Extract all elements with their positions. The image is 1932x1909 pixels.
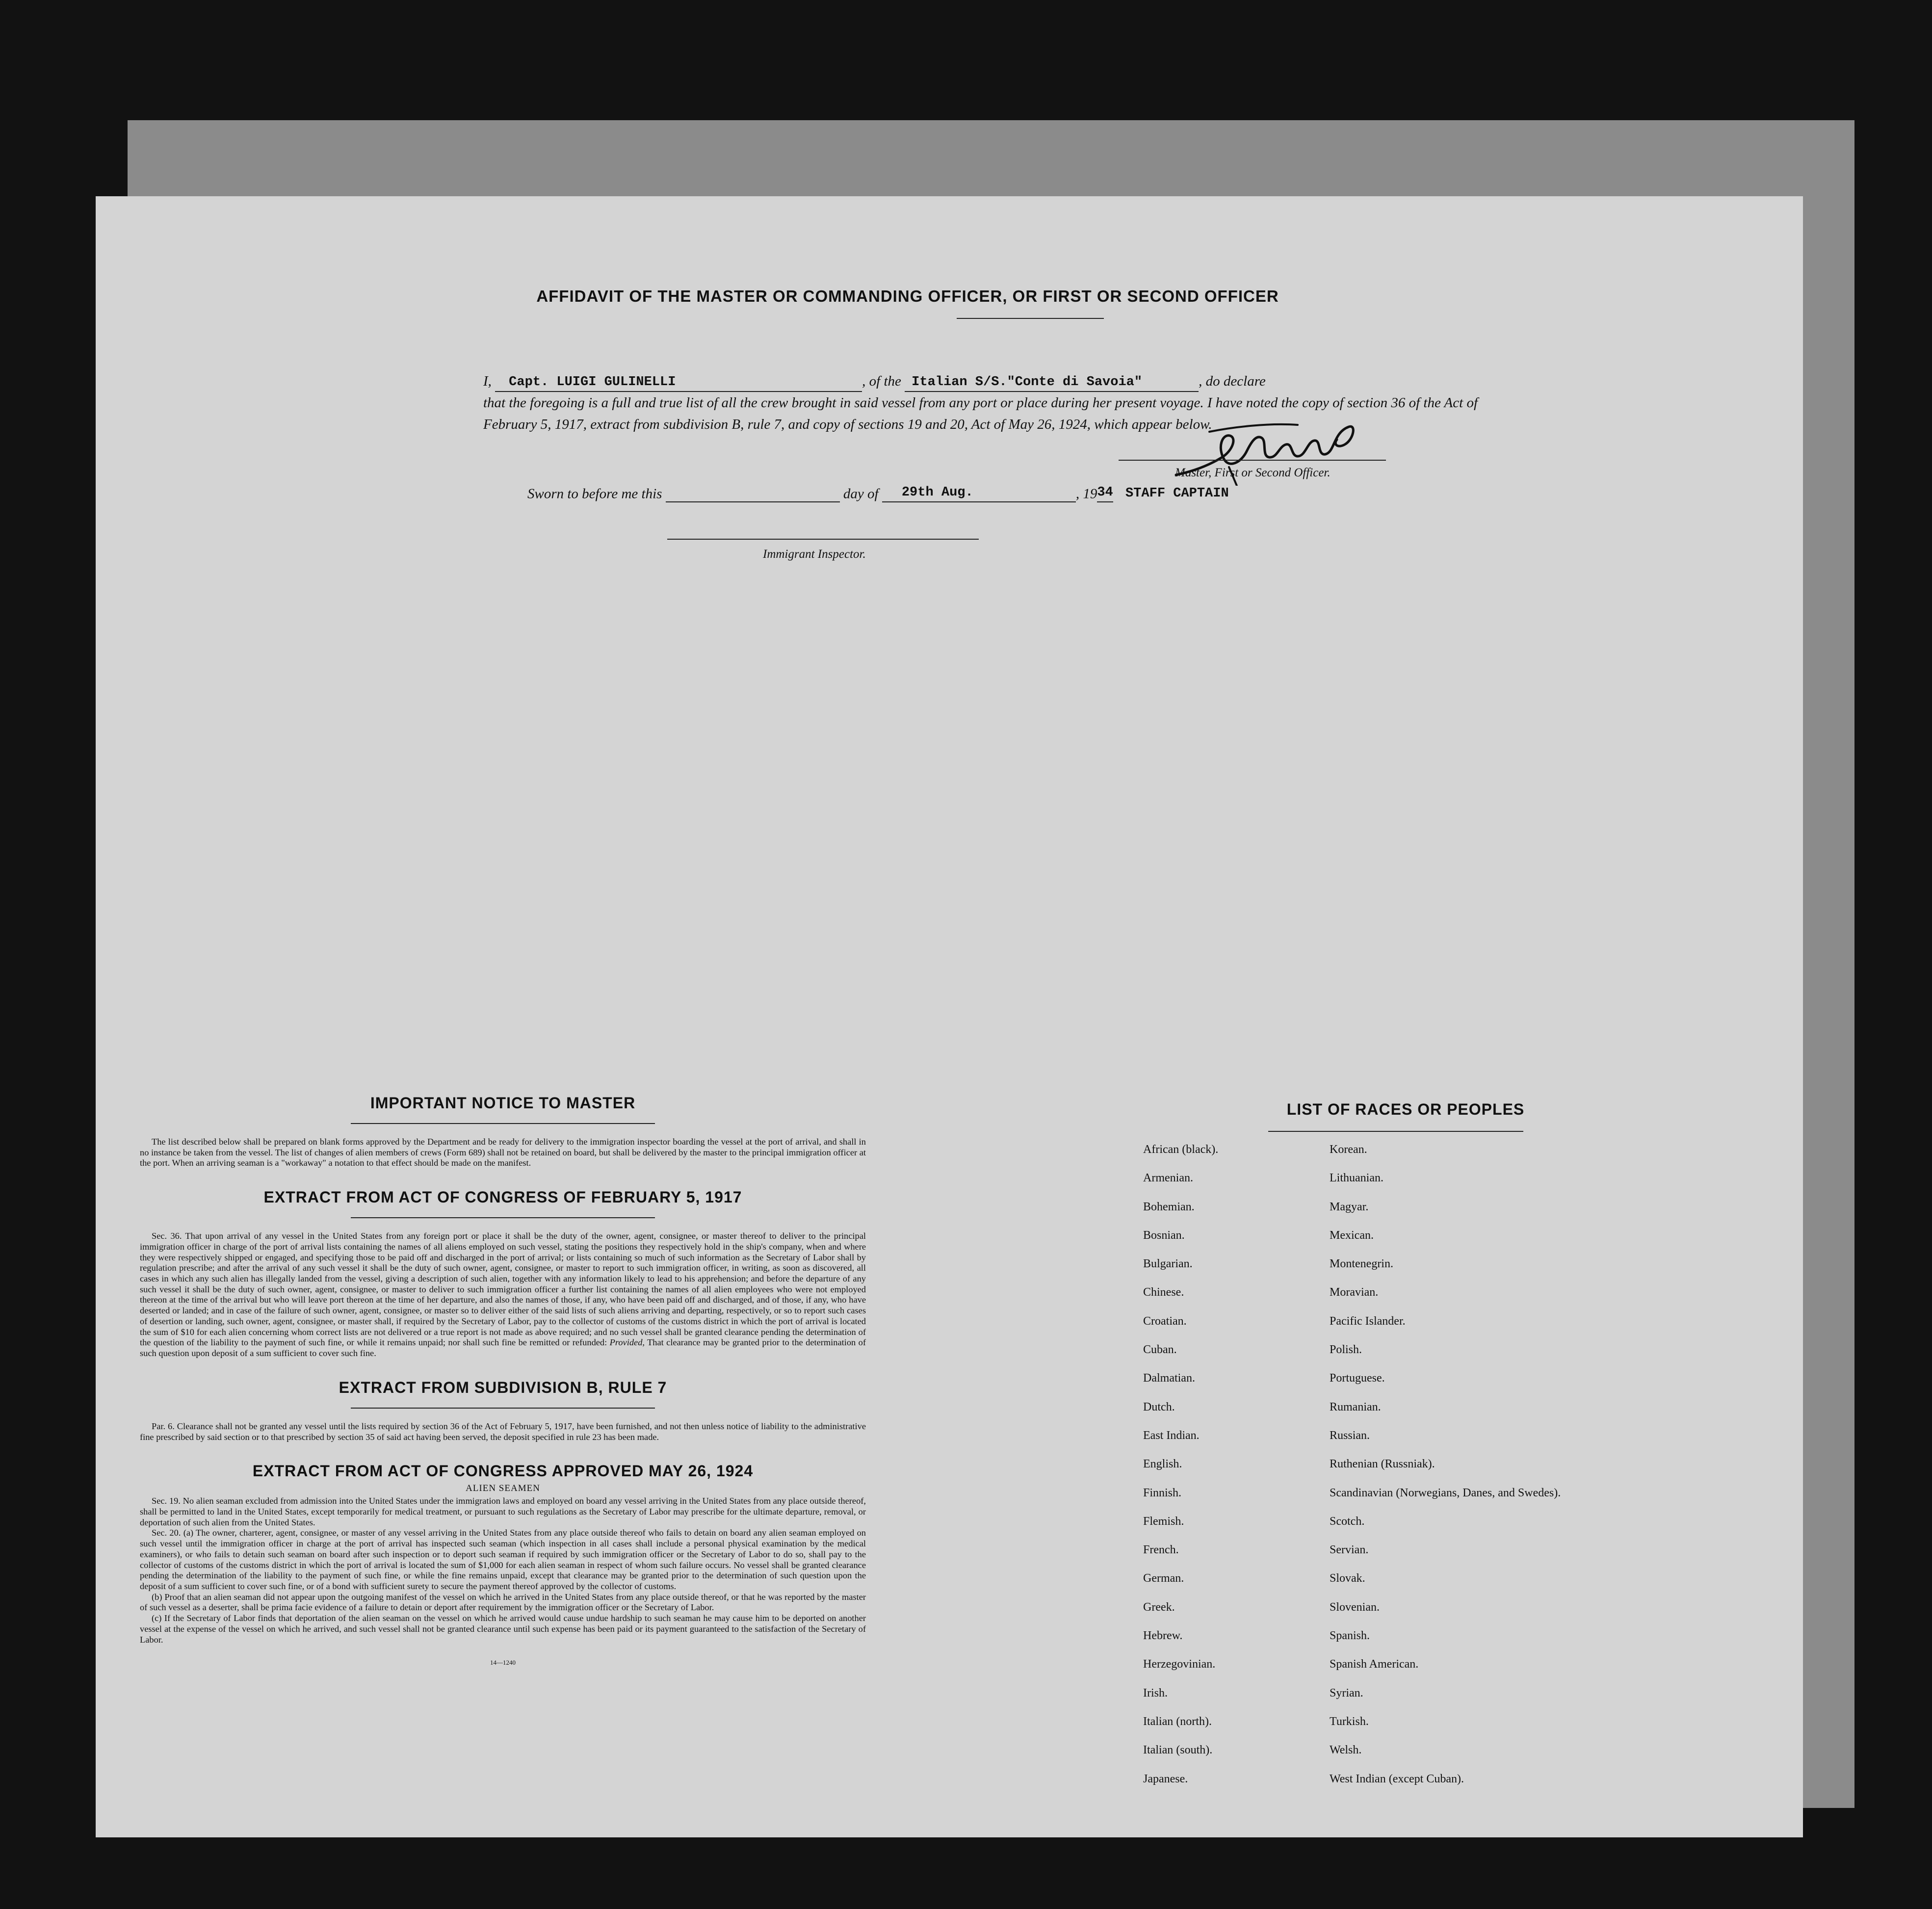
title-rule [957,318,1104,319]
declarant-prefix: I, [483,373,492,389]
race-entry: Montenegrin. [1330,1257,1393,1271]
race-entry: Italian (south). [1143,1744,1213,1757]
race-entry: Ruthenian (Russniak). [1330,1458,1435,1471]
race-entry: Cuban. [1143,1343,1177,1357]
race-entry: Herzegovinian. [1143,1658,1216,1671]
race-entry: Dalmatian. [1143,1372,1195,1385]
proviso-text: That clearance may be granted prior to the determination of such question upon deposit of a sum sufficient to cover such fine. [140,1337,866,1359]
section-20a [140,1528,866,1592]
section-20c: (c) If the Secretary of Labor finds that deportation of the alien seaman on the vessel on which he arrived would cause undue hardship to such seaman he may cause him to be deported on another vessel at the expense of the vessel on which he arrived, and such vessel shall not be granted clearance until such expense has been paid or its payment guaranteed to the satisfaction of the Secretary of Labor. [140,1613,866,1645]
race-entry: Russian. [1330,1429,1370,1442]
affidavit-title: AFFIDAVIT OF THE MASTER OR COMMANDING OFFICER, OR FIRST OR SECOND OFFICER [536,287,1279,305]
vessel-name: Italian S/S."Conte di Savoia" [905,375,1199,392]
race-entry: Hebrew. [1143,1629,1183,1643]
race-entry: Scotch. [1330,1515,1365,1528]
section-19-label: Sec. 19. [152,1496,181,1506]
race-entry: Servian. [1330,1543,1369,1557]
form-number: 14—1240 [490,1659,516,1667]
race-entry: Korean. [1330,1143,1367,1156]
race-entry: Mexican. [1330,1229,1374,1242]
officer-title: STAFF CAPTAIN [1125,486,1229,501]
race-entry: Slovenian. [1330,1600,1380,1614]
notice-text: The list described below shall be prepared on blank forms approved by the Department and be ready for delivery to the immigration inspector boarding the vessel at the port of arrival, and shall in no instance be taken from the vessel. The list of changes of alien members of crews (Form 689) shall not be retained on board, but shall be delivered by the master to the principal immigration officer at the port. When an arriving seaman is a "workaway" a notation to that effect should be made on the manifest. [140,1137,866,1168]
officer-signature-line [1119,460,1386,461]
affidavit-page [96,196,1803,1837]
race-entry: Syrian. [1330,1686,1363,1700]
races-column-2 [1330,1143,1634,1801]
race-entry: Pacific Islander. [1330,1314,1406,1328]
race-entry: Croatian. [1143,1314,1187,1328]
instructions-column [140,1094,866,1667]
race-entry: Spanish. [1330,1629,1370,1643]
race-entry: Magyar. [1330,1200,1369,1213]
inspector-caption: Immigrant Inspector. [763,548,866,561]
race-entry: Bohemian. [1143,1200,1195,1213]
race-entry: East Indian. [1143,1429,1200,1442]
proviso-word: Provided, [609,1337,645,1348]
section-36-label: Sec. 36. [152,1231,182,1241]
alien-seamen-subtitle: ALIEN SEAMEN [466,1483,540,1494]
race-entry: Dutch. [1143,1400,1175,1413]
section-19-text: No alien seaman excluded from admission into the United States under the immigration laws and employed on board any vessel arriving in the United States from any place outside thereof, shall be permitted to land in the United States, except temporarily for medical treatment, or pursuant to such regulations as the Secretary of Labor may prescribe for the ultimate departure, removal, or deportation of such alien from the United States. [140,1496,866,1527]
declarant-line [483,370,1514,392]
declaration-text: that the foregoing is a full and true list of all the crew brought in said vessel from any port or place during her present voyage. I have noted the copy of section 36 of the Act of February 5, 1917, extract from subdivision B, rule 7, and copy of sections 19 and 20, Act of May 26, 1924, which appear below. [483,395,1478,433]
notice-title: IMPORTANT NOTICE TO MASTER [370,1094,636,1112]
rule-7-title: EXTRACT FROM SUBDIVISION B, RULE 7 [339,1378,667,1396]
race-entry: Flemish. [1143,1515,1184,1528]
race-entry: Bosnian. [1143,1229,1185,1242]
sworn-prefix: Sworn to before me this [527,486,662,502]
section-19 [140,1496,866,1528]
notice-rule [351,1123,655,1124]
race-entry: African (black). [1143,1143,1219,1156]
race-entry: French. [1143,1543,1179,1557]
rule-7-text: Par. 6. Clearance shall not be granted any vessel until the lists required by section 36 of the Act of February 5, 1917, have been furnished, and not then unless notice of liability to the administrative fine prescribed by said section or to that prescribed by section 35 of said act having been served, the deposit specified in rule 23 has been made. [140,1421,866,1442]
section-36-text: That upon arrival of any vessel in the United States from any foreign port or place it shall be the duty of the owner, agent, consignee, or master thereof to deliver to the principal immigration officer in charge of the port of arrival lists containing the names of all aliens employed on such vessel, stating the positions they respectively hold in the ship's company, when and where they were respectively shipped or engaged, and specifying those to be paid off and discharged in the port of arrival; or lists containing so much of such information as the Secretary of Labor shall by regulation prescribe; and after the arrival of any such vessel it shall be the duty of such owner, agent, consignee, or master to report to such immigration officer, in writing, as soon as discovered, all cases in which any such alien has illegally landed from the vessel, giving a description of such alien, together with any information likely to lead to his apprehension; and before the departure of any such vessel it shall be the duty of such owner, agent, consignee, or master to deliver to such immigration officer a further list containing the names of all alien employees who were not employed thereon at the time of the arrival but who will leave port thereon at the time of her departure, and also the names of those, if any, who have been paid off and discharged, and of those, if any, who have deserted or landed; and in case of the failure of such owner, agent, consignee, or master so to deliver either of the said lists of such aliens arriving and departing, respectively, or so to report such cases of desertion or landing, such owner, agent, consignee, or master shall, if required by the Secretary of Labor, pay to the collector of customs of the customs district in which the port of arrival is located the sum of $10 for each alien concerning whom correct lists are not delivered or a true report is not made as above required; and no such vessel shall be granted clearance pending the determination of the question of the liability to the payment of such fine, or while it remains unpaid; nor shall such fine be remitted or refunded: [140,1231,866,1348]
officer-caption: Master, First or Second Officer. [1175,466,1331,479]
race-entry: West Indian (except Cuban). [1330,1772,1464,1785]
master-name: Capt. LUIGI GULINELLI [495,375,862,392]
section-20b: (b) Proof that an alien seaman did not appear upon the outgoing manifest of the vessel on which he arrived in the United States from any place outside thereof, or that he was reported by the master of such vessel as a deserter, shall be prima facie evidence of a failure to detain or deport after requirement by the immigration officer or the Secretary of Labor. [140,1592,866,1613]
race-entry: Welsh. [1330,1744,1362,1757]
race-entry: Irish. [1143,1686,1168,1700]
race-entry: Lithuanian. [1330,1172,1384,1185]
race-entry: Armenian. [1143,1172,1193,1185]
race-entry: Scandinavian (Norwegians, Danes, and Swedes). [1330,1486,1561,1499]
race-entry: Italian (north). [1143,1715,1212,1728]
races-rule [1268,1131,1523,1132]
race-entry: Bulgarian. [1143,1257,1193,1271]
race-entry: Polish. [1330,1343,1362,1357]
race-entry: Turkish. [1330,1715,1369,1728]
races-title: LIST OF RACES OR PEOPLES [1286,1100,1525,1118]
of-the-text: , of the [862,373,901,389]
act-1924-title: EXTRACT FROM ACT OF CONGRESS APPROVED MAY 26, 1924 [252,1462,754,1480]
race-entry: Moravian. [1330,1286,1379,1299]
race-entry: Greek. [1143,1600,1175,1614]
declare-text: , do declare [1199,373,1266,389]
year-prefix: , 19 [1075,486,1097,502]
race-entry: Spanish American. [1330,1658,1419,1671]
day-of-text: day of [843,486,879,502]
race-entry: Finnish. [1143,1486,1182,1499]
sworn-date: 29th Aug. [882,486,1076,502]
race-entry: German. [1143,1572,1184,1585]
race-entry: English. [1143,1458,1182,1471]
rule-7-rule [351,1408,655,1409]
act-1917-rule [351,1217,655,1218]
race-entry: Rumanian. [1330,1400,1381,1413]
act-1917-section-36 [140,1231,866,1359]
sworn-line [527,486,1229,502]
race-entry: Chinese. [1143,1286,1184,1299]
inspector-signature-line [667,539,979,540]
sworn-day-blank [666,500,840,502]
sworn-year: 34 [1097,486,1113,502]
race-entry: Japanese. [1143,1772,1188,1785]
section-20-label: Sec. 20. [152,1528,181,1538]
race-entry: Portuguese. [1330,1372,1385,1385]
act-1917-title: EXTRACT FROM ACT OF CONGRESS OF FEBRUARY 5, 1917 [263,1188,742,1206]
race-entry: Slovak. [1330,1572,1365,1585]
section-20a-text: (a) The owner, charterer, agent, consignee, or master of any vessel arriving in the United States from any place outside thereof who fails to detain on board any alien seaman employed on such vessel until the immigration officer in charge at the port of arrival has inspected such seaman (which inspection in all cases shall include a personal physical examination by the medical examiners), or who fails to detain such seaman on board after such inspection or to deport such seaman if required by such immigration officer or the Secretary of Labor to do so, shall pay to the collector of customs of the customs district in which the port of arrival is located the sum of $1,000 for each alien seaman in respect of whom such failure occurs. No vessel shall be granted clearance pending the determination of the liability to the payment of such fine, or while the fine remains unpaid, except that clearance may be granted prior to the determination of such question upon the deposit of a sum sufficient to cover such fine, or of a bond with sufficient surety to secure the payment thereof approved by the collector of customs. [140,1528,866,1591]
